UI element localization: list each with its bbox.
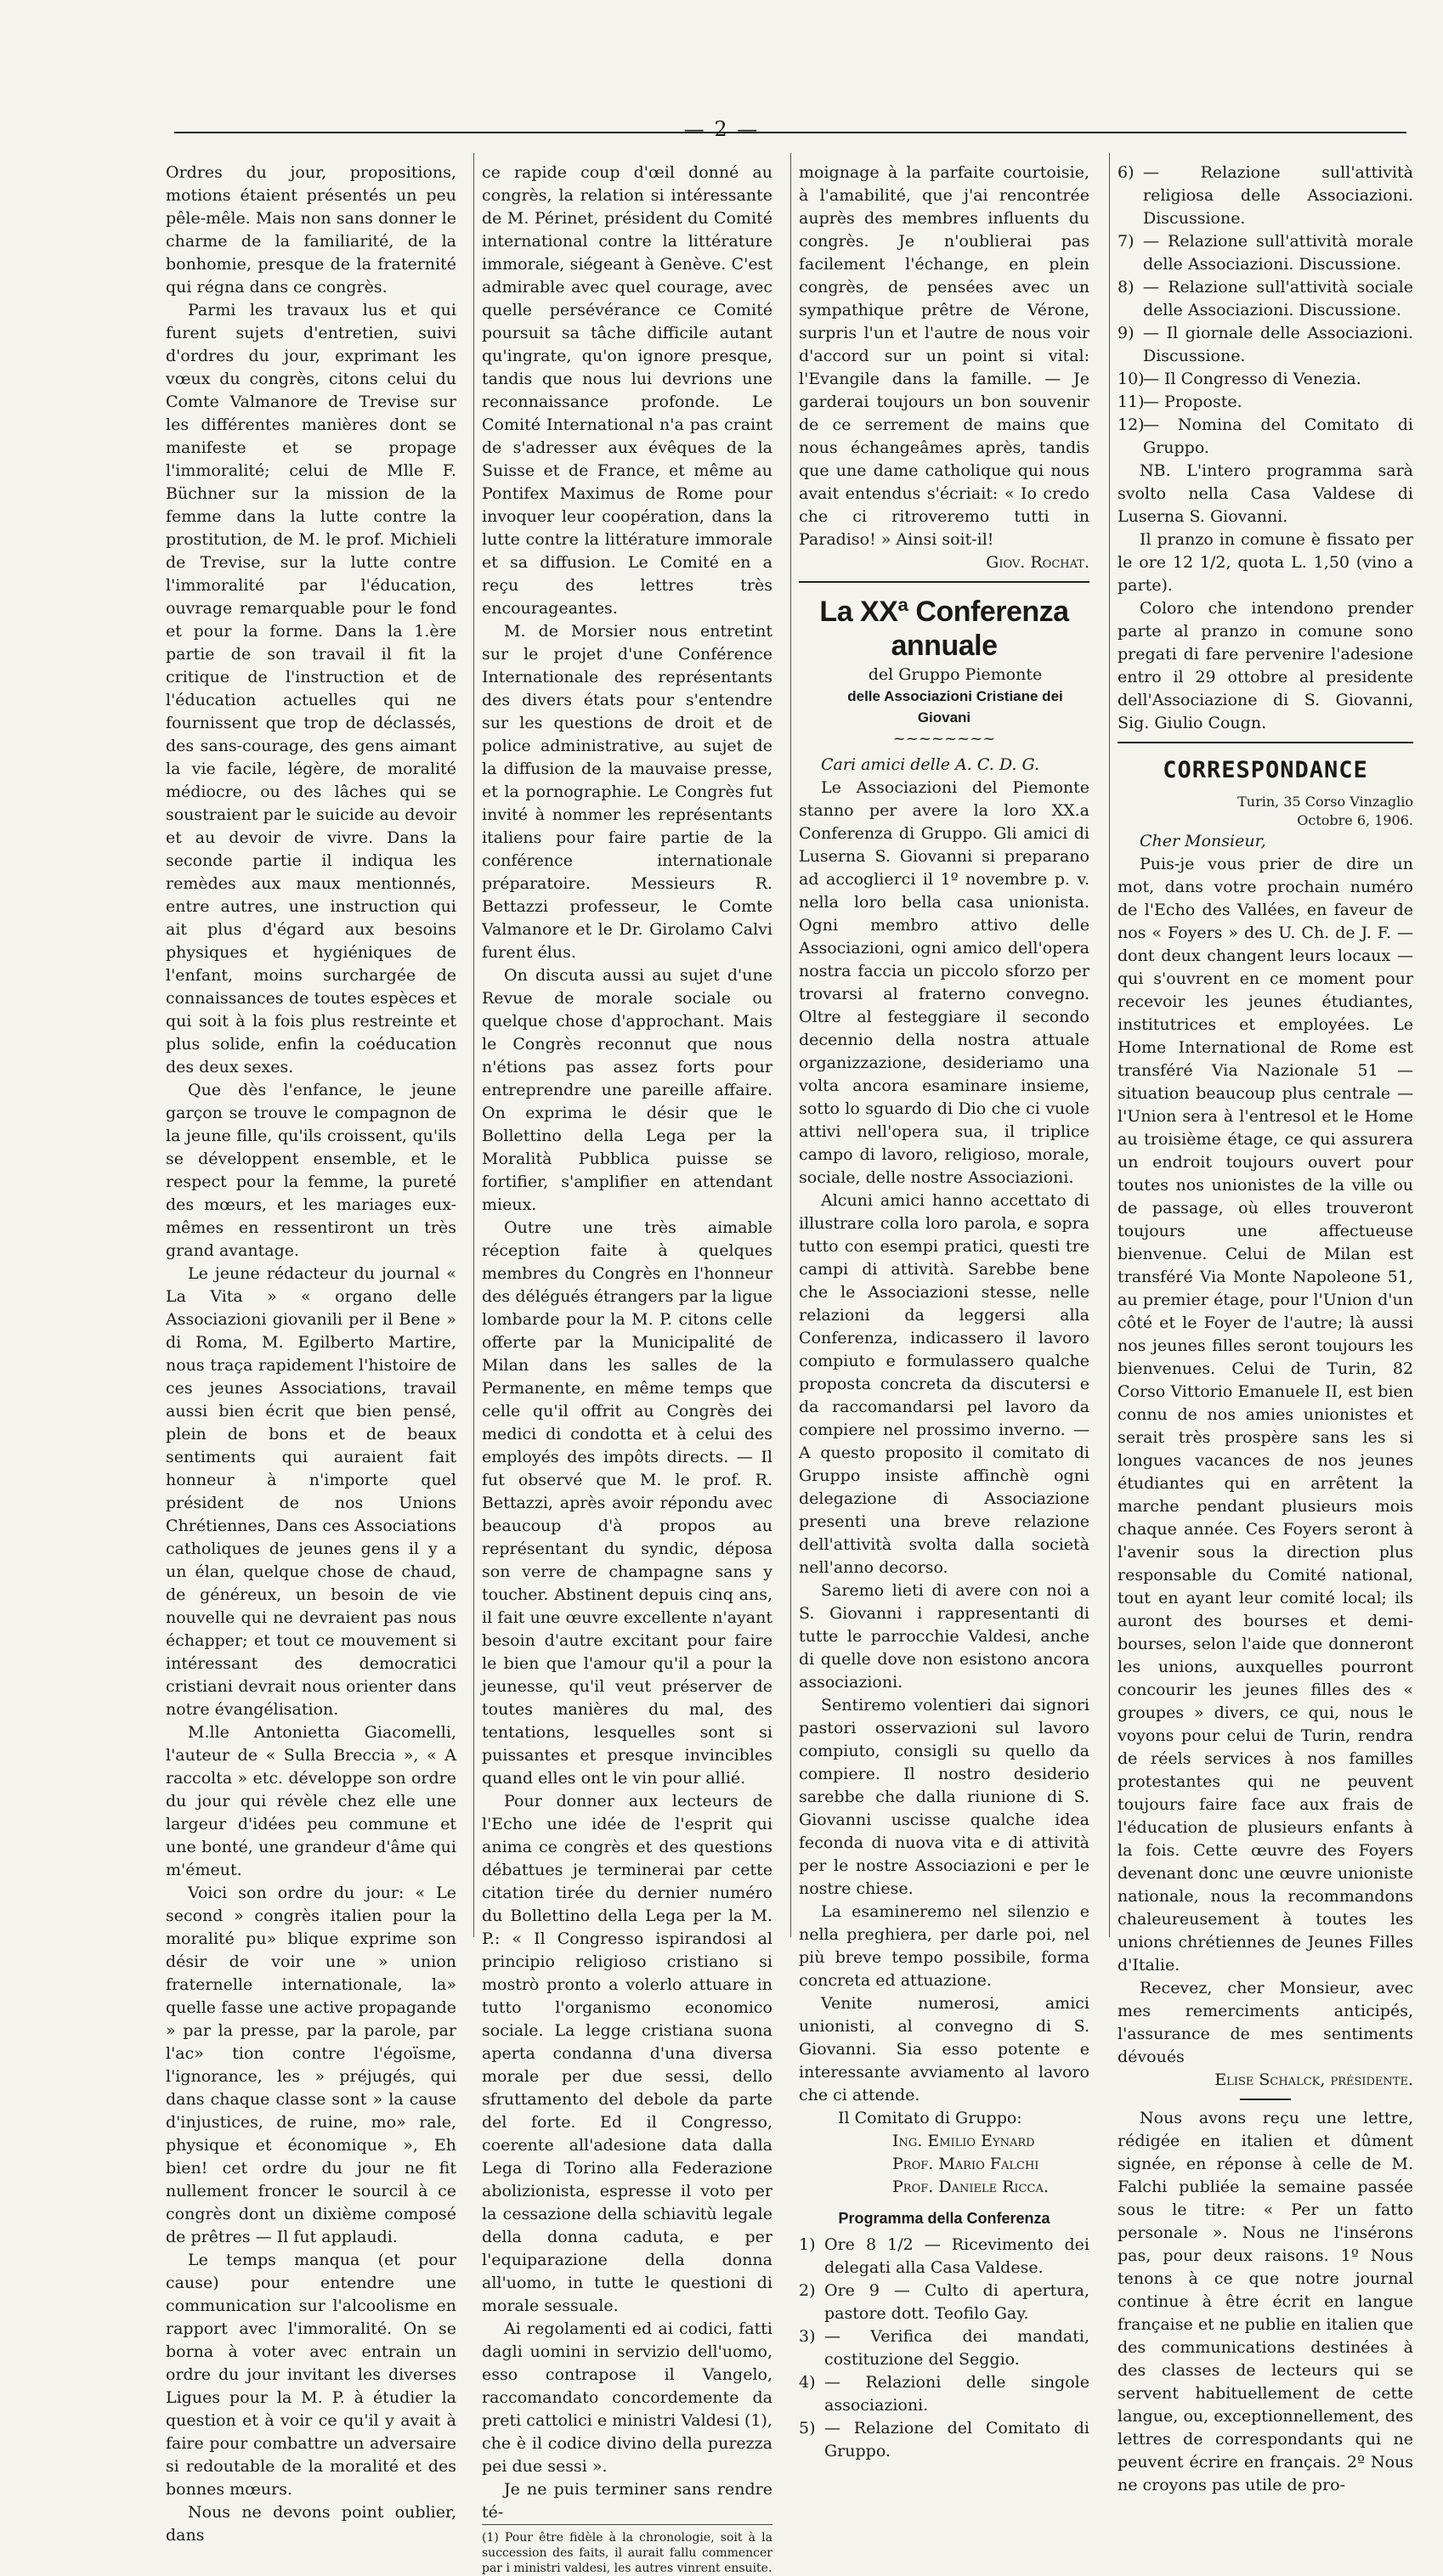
program-item (1118, 414, 1413, 460)
section-rule (799, 581, 1089, 583)
paragraph: M.lle Antonietta Giacomelli, l'auteur de « Sulla Breccia », « A raccolta » etc. développe son ordre du jour qui révèle chez elle une largeur d'idées peu commune et une bonté, une grandeur d'âme qui m'émeut. (166, 1723, 456, 1879)
column-4 (1118, 161, 1413, 2494)
paragraph: On discuta aussi au sujet d'une Revue de morale sociale ou quelque chose d'approchant. Mais le Congrès reconnut que nous n'étions pas assez forts pour entreprendre une pareille affaire. On exprima le désir que le Bollettino della Lega per la Moralità Pubblica puisse se fortifier, s'amplifier en attendant mieux. (482, 966, 772, 1214)
program-item-text: — Il Congresso di Venezia. (1143, 370, 1361, 388)
section-rule (1118, 742, 1413, 743)
paragraph: Parmi les travaux lus et qui furent sujets d'entretien, suivi d'ordres du jour, exprimant les vœux du congrès, citons celui du Comte Valmanore de Trevise sur les différentes manières dont se manifeste et se propage l'immoralité; celui de Mlle F. Büchner sur la mission de la femme dans la lutte contre la prostitution, de M. le prof. Michieli de Trevise, sur la lutte contre l'immoralité par l'éducation, ouvrage remarquable pour le fond et pour la forme. Dans la 1.ère partie de son travail il fit la critique de l'instruction et de l'éducation actuelles qui ne fournissent que trop de déclassés, des sans-courage, des gens aimant la vie facile, légère, de moralité médiocre, ou des lâches qui se soustraient par le suicide au devoir et au devoir de vivre. Dans la seconde partie il indiqua les remèdes aux maux mentionnés, entre autres, une instruction qui ait plus d'égard aux besoins physiques et hygiéniques de l'enfant, moins surchargée de connaissances de toutes espèces et qui soit à la fois plus restreinte et plus solide, enfin la coéducation des deux sexes. (166, 301, 456, 1076)
program-item (799, 2417, 1089, 2463)
paragraph: Pour donner aux lecteurs de l'Echo une idée de l'esprit qui anima ce congrès et des questions débattues je terminerai par cette citation tirée du dernier numéro du Bollettino della Lega per la M. P.: « Il Congresso ispirandosi al principio religioso cristiano si mostrò pronto a volerlo attuare in tutto l'organismo economico sociale. La legge cristiana suona aperta condanna d'una diversa morale per due sessi, dello sfruttamento del debole da parte del forte. Ed il Congresso, coerente all'adesione data dalla Lega di Torino alla Federazione abolizionista, espresse il voto per la cessazione della schiavitù legale della donna caduta, e per l'equiparazione della donna all'uomo, in tutte le questioni di morale sessuale. (482, 1792, 772, 2315)
program-item (1118, 230, 1413, 276)
program-item (1118, 391, 1413, 414)
program-item-number: 6) (1118, 163, 1135, 182)
column-3 (799, 161, 1089, 2460)
paragraph: Venite numerosi, amici unionisti, al convegno di S. Giovanni. Sia esso potente e interessante avviamento al lavoro che ci attende. (799, 1994, 1089, 2104)
paragraph: moignage à la parfaite courtoisie, à l'amabilité, que j'ai rencontrée auprès des membres influents du congrès. Je n'oublierai pas facilement l'échange, en plein congrès, de pensées avec un sympathique prêtre de Vérone, surpris l'un et l'autre de nous voir d'accord sur un point si vital: l'Evangile dans la famille. — Je garderai toujours un bon souvenir de ce serrement de mains que nous échangeâmes après, tandis que une dame catholique qui nous avait entendus s'écriait: « Io credo che ci ritroveremo tutti in Paradiso! » Ainsi soit-il! (799, 163, 1089, 549)
program-item (1118, 161, 1413, 230)
paragraph: Alcuni amici hanno accettato di illustrare colla loro parola, e sopra tutto con esempi pratici, questi tre campi di attività. Sarebbe bene che le Associazioni stesse, nelle relazioni da leggersi alla Conferenza, indicassero il lavoro compiuto e formulassero qualche proposta concreta da discutersi e da raccomandarsi pel lavoro da compiere nel prossimo inverno. — A questo proposito il comitato di Gruppo insiste affinchè ogni delegazione di Associazione presenti una breve relazione dell'attività svolta dalla società nell'anno decorso. (799, 1191, 1089, 1577)
committee-label: Il Comitato di Gruppo: (838, 2109, 1022, 2127)
program-item-text: Ore 8 1/2 — Ricevimento dei delegati alla Casa Valdese. (824, 2235, 1089, 2277)
footnote: (1) Pour être fidèle à la chronologie, soit à la succession des faits, il aurait fallu commencer par i ministri valdesi, les autres vinrent ensuite. (482, 2524, 772, 2576)
dateline: Octobre 6, 1906. (1297, 812, 1413, 828)
program-item (799, 2325, 1089, 2371)
salutation: Cher Monsieur, (1140, 832, 1266, 850)
article-subtitle: delle Associazioni Cristiane dei Giovani (847, 688, 1063, 726)
program-item-number: 12) (1118, 415, 1145, 434)
program-title: Programma della Conferenza (838, 2210, 1050, 2227)
program-item-number: 11) (1118, 393, 1145, 411)
program-item-number: 5) (799, 2419, 816, 2438)
signature: Giov. Rochat. (986, 553, 1089, 572)
paragraph: Sentiremo volentieri dai signori pastori osservazioni sul lavoro compiuto, consigli su quello da compiere. Il nostro desiderio sarebbe che dalla riunione di S. Giovanni uscisse qualche idea feconda di nuova vita e di attività per le nostre Associazioni e per le nostre chiese. (799, 1696, 1089, 1898)
program-item-text: — Verifica dei mandati, costituzione del Seggio. (824, 2327, 1089, 2369)
program-item-number: 9) (1118, 324, 1135, 342)
paragraph: Le jeune rédacteur du journal « La Vita » « organo delle Associazioni giovanili per il Bene » di Roma, M. Egilberto Martire, nous traça rapidement l'histoire de ces jeunes Associations, travail aussi bien écrit que bien pensé, plein de bons et de beaux sentiments qui auraient fait honneur à n'importe quel président de nos Unions Chrétiennes, Dans ces Associations catholiques de jeunes gens il y a un élan, quelque chose de chaud, de généreux, un besoin de vie nouvelle qui ne devraient pas nous échapper; et tout ce mouvement si intéressant des democratici cristiani devrait nous orienter dans notre évangélisation. (166, 1264, 456, 1719)
column-divider (790, 153, 791, 1937)
column-divider (1109, 153, 1110, 1937)
ornament: ~~~~~~~~ (892, 730, 996, 748)
article-subtitle: del Gruppo Piemonte (868, 665, 1043, 684)
paragraph: La esamineremo nel silenzio e nella preghiera, per darle poi, nel più breve tempo possibile, forma concreta ed attuazione. (799, 1902, 1089, 1990)
program-item-text: — Proposte. (1143, 393, 1242, 411)
program-item (799, 2371, 1089, 2417)
paragraph: Je ne puis terminer sans rendre té- (482, 2480, 772, 2522)
paragraph: Nous ne devons point oublier, dans (166, 2503, 456, 2545)
paragraph: Puis-je vous prier de dire un mot, dans votre prochain numéro de l'Echo des Vallées, en faveur de nos « Foyers » des U. Ch. de J. F. — dont deux changent leurs locaux — qui s'ouvrent en ce moment pour recevoir les jeunes étudiantes, institutrices et employées. Le Home International de Rome est transféré Via Nazionale 51 — situation beaucoup plus centrale — l'Union sera à l'entresol et le Home au troisième étage, ce qui assurera un endroit toujours ouvert pour toutes nos unionistes de la ville ou de passage, où elles trouveront toujours une affectueuse bienvenue. Celui de Milan est transféré Via Monte Napoleone 51, au premier étage, pour l'Union d'un côté et le Foyer de l'autre; là aussi nos jeunes filles seront toujours les bienvenues. Celui de Turin, 82 Corso Vittorio Emanuele II, est bien connu de nos amies unionistes et serait très prospère sans les si longues vacances de nos jeunes étudiantes qui en arrêtent la marche pendant plusieurs mois chaque année. Ces Foyers seront à l'avenir sous la direction plus responsable du Comité national, tout en ayant leur comité local; ils auront des bourses et demi-bourses, selon l'aide que donneront les unions, auxquelles pourront concourir les jeunes filles des « groupes » divers, ce qui, nous le voyons pour celui de Turin, rendra de réels services à nos familles protestantes qui ne peuvent toujours faire face aux frais de l'éducation de plusieurs enfants à la fois. Cette œuvre des Foyers devenant donc une œuvre unioniste nationale, nous la recommandons chaleureusement à toutes les unions chrétiennes de Jeunes Filles d'Italie. (1118, 855, 1413, 1974)
paragraph: Recevez, cher Monsieur, avec mes remerciments anticipés, l'assurance de mes sentiments dévoués (1118, 1979, 1413, 2066)
column-1 (166, 161, 456, 2545)
program-item-number: 4) (799, 2373, 816, 2392)
program-item-text: — Relazione del Comitato di Gruppo. (824, 2419, 1089, 2460)
column-2 (482, 161, 772, 2575)
paragraph: M. de Morsier nous entretint sur le projet d'une Conférence Internationale des représentants des divers états pour s'entendre sur les questions de droit et de police administrative, au sujet de la diffusion de la mauvaise presse, et la pornographie. Le Congrès fut invité à nommer les représentants italiens pour faire partie de la conférence internationale préparatoire. Messieurs R. Bettazzi professeur, le Comte Valmanore et le Dr. Girolamo Calvi furent élus. (482, 622, 772, 962)
signature: Elise Schalck, présidente. (1214, 2070, 1413, 2089)
paragraph: Ordres du jour, propositions, motions étaient présentés un peu pêle-mêle. Mais non sans donner le charme de la familiarité, de la bonhomie, presque de la fraternité qui régna dans ce congrès. (166, 163, 456, 297)
program-item-text: — Relazione sull'attività morale delle Associazioni. Discussione. (1143, 232, 1413, 274)
paragraph: Que dès l'enfance, le jeune garçon se trouve le compagnon de la jeune fille, qu'ils croissent, qu'ils se développent ensemble, et le respect pour la femme, la pureté des mœurs, et les mariages eux-mêmes en ressentiront un très grand avantage. (166, 1081, 456, 1260)
program-item-number: 2) (799, 2281, 816, 2300)
program-item-number: 3) (799, 2327, 816, 2346)
paragraph: Le temps manqua (et pour cause) pour entendre une communication sur l'alcoolisme en rapport avec l'immoralité. On se borna à voter avec entrain un ordre du jour invitant les diverses Ligues pour la M. P. à étudier la question et à voir ce qu'il y avait à faire pour combattre un adversaire si redoutable de la moralité et des bonnes mœurs. (166, 2251, 456, 2499)
paragraph: Ai regolamenti ed ai codici, fatti dagli uomini in servizio dell'uomo, esso contrapose il Vangelo, raccomandato concordemente da preti cattolici e ministri Valdesi (1), che è il codice divino della purezza pei due sessi ». (482, 2319, 772, 2476)
program-item-text: Ore 9 — Culto di apertura, pastore dott. Teofilo Gay. (824, 2281, 1089, 2323)
program-item-number: 10) (1118, 370, 1145, 388)
paragraph: NB. L'intero programma sarà svolto nella Casa Valdese di Luserna S. Giovanni. (1118, 461, 1413, 526)
paragraph: Le Associazioni del Piemonte stanno per avere la loro XX.a Conferenza di Gruppo. Gli amici di Luserna S. Giovanni si preparano ad accoglierci il 1º novembre p. v. nella loro bella casa unionista. Ogni membro attivo delle Associazioni, ogni amico dell'opera nostra faccia un piccolo sforzo per trovarsi al fraterno convegno. Oltre al festeggiare il secondo decennio della nostra attuale organizzazione, desideriamo una volta ancora esaminare insieme, sotto lo sguardo di Dio che ci vuole attivi nell'opera sua, il triplice campo di lavoro, religioso, morale, sociale, delle nostre Associazioni. (799, 778, 1089, 1187)
column-divider (473, 153, 474, 1937)
program-item (1118, 276, 1413, 322)
program-item (799, 2279, 1089, 2325)
salutation: Cari amici delle A. C. D. G. (821, 755, 1040, 774)
program-item-number: 7) (1118, 232, 1135, 251)
committee-member: Prof. Mario Falchi (892, 2155, 1039, 2173)
paragraph: Nous avons reçu une lettre, rédigée en italien et dûment signée, en réponse à celle de M. Falchi publiée la semaine passée sous le titre: « Per un fatto personale ». Nous ne l'insérons pas, pour deux raisons. 1º Nous tenons à ce que notre journal continue à être écrit en langue française et ne publie en italien que des communications destinées à des classes de lecteurs qui se servent habituellement de cette langue, ou, exceptionnellement, des lettres de correspondants qui ne peuvent écrire en français. 2º Nous ne croyons pas utile de pro- (1118, 2109, 1413, 2494)
program-item-text: — Relazione sull'attività sociale delle Associazioni. Discussione. (1143, 278, 1413, 319)
paragraph: Saremo lieti di avere con noi a S. Giovanni i rappresentanti di tutte le parrocchie Valdesi, anche di quelle dove non esistono ancora associazioni. (799, 1581, 1089, 1692)
program-item-text: — Il giornale delle Associazioni. Discussione. (1143, 324, 1413, 365)
article-title: La XXª Conferenza annuale (819, 596, 1069, 662)
program-item-number: 8) (1118, 278, 1135, 297)
paragraph: Coloro che intendono prender parte al pranzo in comune sono pregati di fare pervenire l'adesione entro il 29 ottobre al presidente dell'Associazione di S. Giovanni, Sig. Giulio Cougn. (1118, 599, 1413, 732)
program-item-text: — Nomina del Comitato di Gruppo. (1143, 415, 1413, 457)
dateline: Turin, 35 Corso Vinzaglio (1237, 794, 1413, 810)
program-item-number: 1) (799, 2235, 816, 2254)
program-item (1118, 322, 1413, 368)
paragraph: Outre une très aimable réception faite à quelques membres du Congrès en l'honneur des délégués étrangers par la ligue lombarde pour la M. P. citons celle offerte par la Municipalité de Milan dans les salles de la Permanente, en même temps que celle qu'il offrit au Congrès dei medici di condotta et à celui des employés des impôts directs. — Il fut observé que M. le prof. R. Bettazzi, après avoir répondu avec beaucoup d'à propos au représentant du syndic, déposa son verre de champagne sans y toucher. Abstinent depuis cinq ans, il fait une œuvre excellente n'ayant besoin d'autre excitant pour faire le bien que l'amour qu'il a pour la jeunesse, qu'il veut préserver de toutes manières du mal, des tentations, lesquelles sont si puissantes et presque invincibles quand elles ont le vin pour allié. (482, 1218, 772, 1788)
paragraph: Voici son ordre du jour: « Le second » congrès italien pour la moralité pu» blique exprime son désir de voir une » union fraternelle internationale, la» quelle fasse une active propagande » par la presse, par la parole, par l'ac» tion contre l'égoïsme, l'ignorance, les » préjugés, qui dans chaque classe sont » la cause d'injustices, de ruine, mo» rale, physique et économique », Eh bien! cet ordre du jour ne fit nullement froncer le sourcil à ce congrès dont un dixième composé de prêtres — Il fut applaudi. (166, 1884, 456, 2246)
page-number: — 2 — (683, 117, 760, 141)
committee-member: Ing. Emilio Eynard (892, 2132, 1035, 2150)
header-rule (174, 132, 1406, 133)
program-item-text: — Relazioni delle singole associazioni. (824, 2373, 1089, 2415)
paragraph: ce rapide coup d'œil donné au congrès, la relation si intéressante de M. Périnet, président du Comité international contre la littérature immorale, siégeant à Genève. C'est admirable avec quel courage, avec quelle persévérance ce Comité poursuit sa tâche difficile autant qu'ingrate, qu'on ignore presque, tandis que nous lui devrions une reconnaissance profonde. Le Comité International n'a pas craint de s'adresser aux évêques de la Suisse et de France, et même au Pontifex Maximus de Rome pour invoquer leur coopération, dans la lutte contre la littérature immorale et sa diffusion. Le Comité en a reçu des lettres très encourageantes. (482, 163, 772, 618)
section-title: CORRESPONDANCE (1163, 757, 1368, 783)
program-item (1118, 368, 1413, 391)
program-item-text: — Relazione sull'attività religiosa delle Associazioni. Discussione. (1143, 163, 1413, 228)
program-item (799, 2234, 1089, 2279)
paragraph: Il pranzo in comune è fissato per le ore 12 1/2, quota L. 1,50 (vino a parte). (1118, 530, 1413, 595)
committee-member: Prof. Daniele Ricca. (892, 2178, 1049, 2196)
short-rule (1240, 2099, 1291, 2100)
